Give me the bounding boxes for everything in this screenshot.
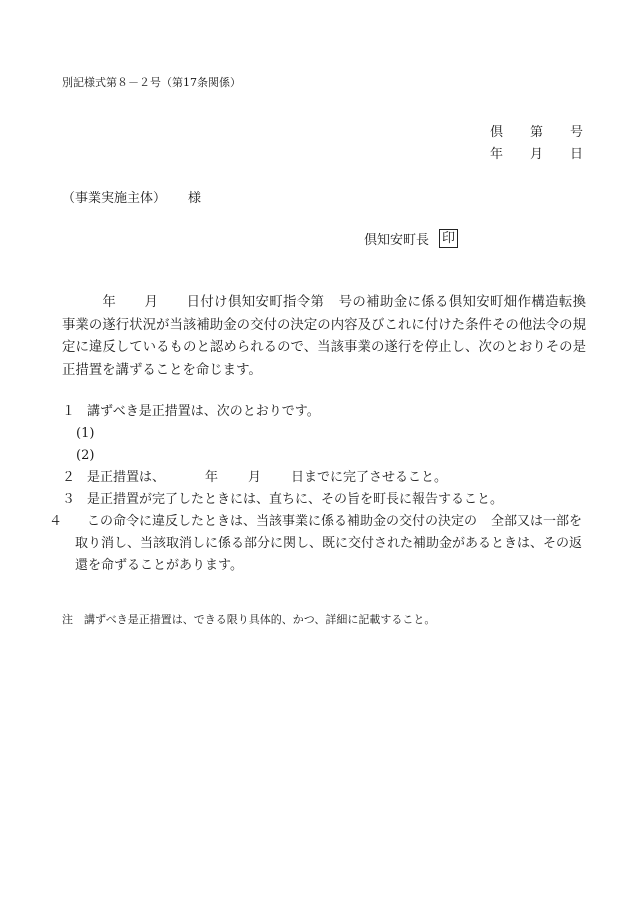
issuer [364, 229, 458, 248]
order-body [62, 292, 586, 382]
list-item [49, 511, 586, 577]
item-text: 是正措置が完了したときには、直ちに、その旨を町長に報告すること。 [87, 492, 504, 507]
form-reference: 別記様式第８－２号（第17条関係） [62, 76, 241, 89]
document-number-ordinal: 第 [530, 125, 544, 140]
document-number-suffix: 号 [570, 125, 584, 140]
sub-item [62, 445, 586, 467]
item-number: ４ [49, 514, 63, 529]
item-text-start: この命令に違反したときは、当該事業に係る補助金の交付の決定の [87, 514, 478, 529]
list-item [62, 489, 586, 511]
document-date-month: 月 [530, 147, 544, 162]
list-item [62, 401, 586, 423]
seal-mark: 印 [439, 229, 458, 248]
body-date-year: 年 [102, 295, 117, 310]
addressee [62, 187, 201, 206]
addressee-name: （事業実施主体） [62, 191, 167, 206]
measures-list [49, 401, 586, 577]
sub-item [62, 423, 586, 445]
list-item [62, 467, 586, 489]
body-date-month: 月 [144, 295, 159, 310]
note: 注 講ずべき是正措置は、できる限り具体的、かつ、詳細に記載すること。 [62, 613, 436, 626]
item-number: １ [62, 404, 76, 419]
item-number: ２ [62, 470, 76, 485]
document-date-day: 日 [570, 147, 584, 162]
sub-item-label: (2) [76, 448, 95, 463]
sub-item-label: (1) [76, 426, 95, 441]
item-month: 月 [248, 470, 262, 485]
issuer-title: 倶知安町長 [364, 233, 430, 248]
document-date-year: 年 [490, 147, 504, 162]
item-text: 講ずべき是正措置は、次のとおりです。 [87, 404, 320, 419]
document-number-prefix: 倶 [490, 125, 504, 140]
item-text-start: 是正措置は、 [87, 470, 166, 485]
item-text-end: 日までに完了させること。 [291, 470, 448, 485]
addressee-honorific: 様 [188, 191, 202, 206]
item-number: ３ [62, 492, 76, 507]
item-text-end: 全部又は一部を取り消し、当該取消しに係る部分に関し、既に交付された補助金があるときは、その返還を命ずることがあります。 [75, 514, 583, 573]
body-text-main: 号の補助金に係る倶知安町畑作構造転換事業の遂行状況が当該補助金の交付の決定の内容及びこれに付けた条件その他法令の規定に違反しているものと認められるので、当該事業の遂行を停止し、次のとおりその是正措置を講ずることを命じます。 [62, 295, 587, 378]
item-year: 年 [205, 470, 219, 485]
body-date-day-text: 日付け倶知安町指令第 [186, 295, 325, 310]
